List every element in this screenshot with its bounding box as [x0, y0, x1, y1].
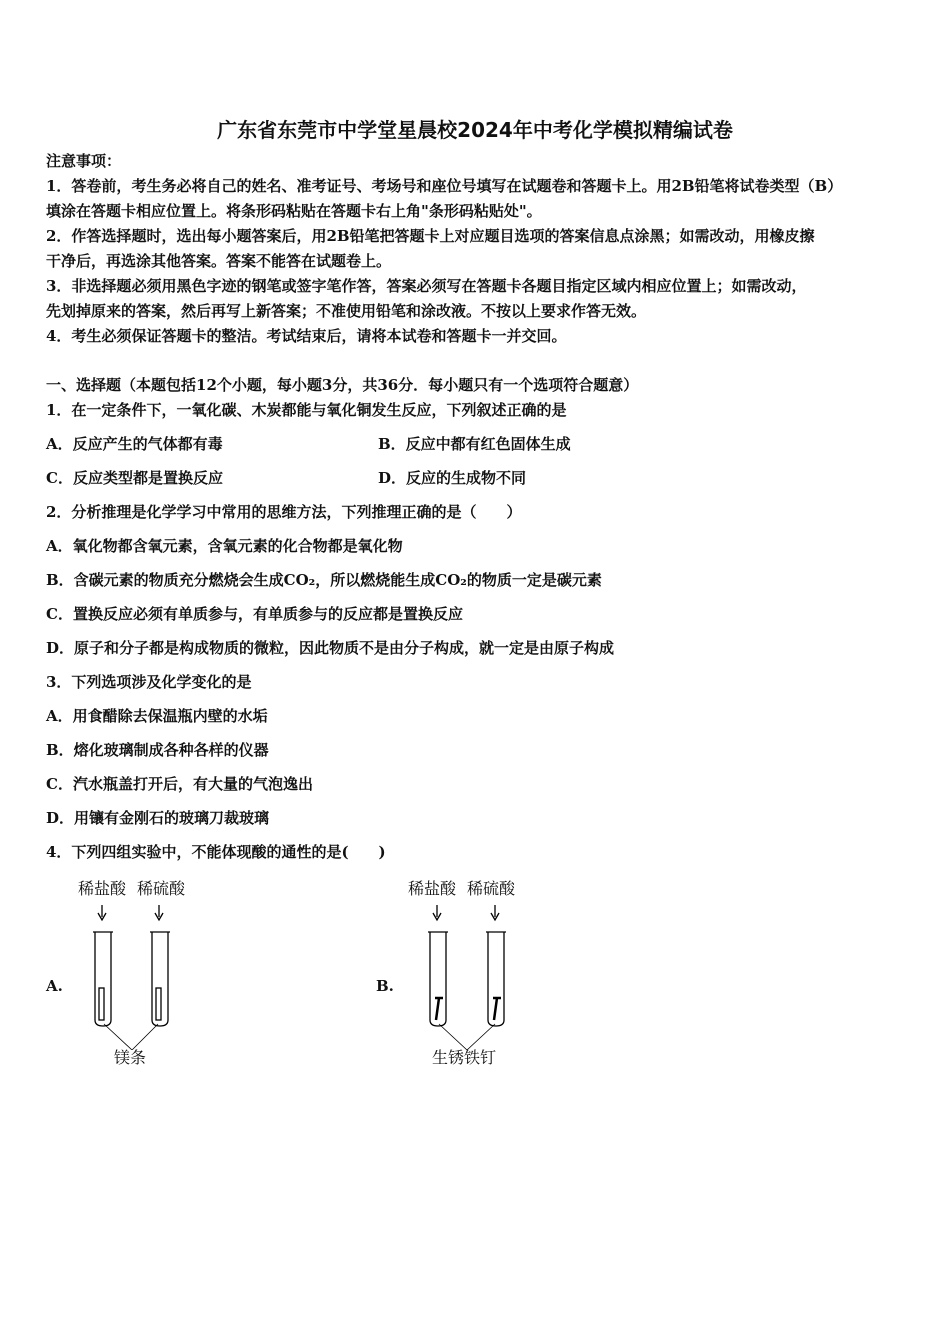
fig-a-solid-label: 镁条: [114, 1048, 147, 1067]
arrow-down-icon: [155, 905, 163, 920]
q3-option-c: C．汽水瓶盖打开后，有大量的气泡逸出: [46, 775, 313, 793]
test-tubes-magnesium-diagram: [80, 900, 190, 1050]
q4-option-b-letter: B.: [376, 977, 394, 995]
fig-b-solid-label: 生锈铁钉: [432, 1048, 497, 1067]
note-line: 先划掉原来的答案，然后再写上新答案；不准使用铅笔和涂改液。不按以上要求作答无效。: [46, 302, 647, 320]
question-4-stem: 4．下列四组实验中，不能体现酸的通性的是( ): [46, 843, 386, 861]
note-line: 3．非选择题必须用黑色字迹的钢笔或签字笔作答，答案必须写在答题卡各题目指定区域内相应位置上；如需改动，: [46, 277, 807, 295]
fig-a-acid1-label: 稀盐酸: [78, 879, 127, 898]
q2-option-d: D．原子和分子都是构成物质的微粒，因此物质不是由分子构成，就一定是由原子构成: [46, 639, 615, 657]
note-line: 2．作答选择题时，选出每小题答案后，用2B铅笔把答题卡上对应题目选项的答案信息点涂黑；如需改动，用橡皮擦: [46, 227, 815, 245]
q3-option-b: B．熔化玻璃制成各种各样的仪器: [46, 741, 269, 759]
q3-option-a: A．用食醋除去保温瓶内壁的水垢: [46, 707, 268, 725]
question-3-stem: 3．下列选项涉及化学变化的是: [46, 673, 252, 691]
page-title: 广东省东莞市中学堂星晨校2024年中考化学模拟精编试卷: [217, 118, 733, 142]
note-line: 1．答卷前，考生务必将自己的姓名、准考证号、考场号和座位号填写在试题卷和答题卡上。用2B铅笔将试卷类型（B）: [46, 177, 843, 195]
fig-a-acid2-label: 稀硫酸: [137, 879, 186, 898]
question-2-stem: 2．分析推理是化学学习中常用的思维方法，下列推理正确的是（ ）: [46, 503, 522, 521]
note-line: 干净后，再选涂其他答案。答案不能答在试题卷上。: [46, 252, 392, 270]
arrow-down-icon: [98, 905, 106, 920]
arrow-down-icon: [433, 905, 441, 920]
arrow-down-icon: [491, 905, 499, 920]
fig-b-acid2-label: 稀硫酸: [467, 879, 516, 898]
note-line: 4．考生必须保证答题卡的整洁。考试结束后，请将本试卷和答题卡一并交回。: [46, 327, 567, 345]
question-1-stem: 1．在一定条件下，一氧化碳、木炭都能与氧化铜发生反应，下列叙述正确的是: [46, 401, 567, 419]
q2-option-c: C．置换反应必须有单质参与，有单质参与的反应都是置换反应: [46, 605, 463, 623]
note-line: 填涂在答题卡相应位置上。将条形码粘贴在答题卡右上角"条形码粘贴处"。: [46, 202, 542, 220]
fig-b-acid1-label: 稀盐酸: [408, 879, 457, 898]
section-heading: 一、选择题（本题包括12个小题，每小题3分，共36分．每小题只有一个选项符合题意）: [46, 376, 639, 394]
q1-option-d: D．反应的生成物不同: [378, 469, 527, 487]
q3-option-d: D．用镶有金刚石的玻璃刀裁玻璃: [46, 809, 270, 827]
notes-heading: 注意事项：: [46, 152, 122, 170]
q1-option-b: B．反应中都有红色固体生成: [378, 435, 571, 453]
q1-option-a: A．反应产生的气体都有毒: [46, 435, 223, 453]
q4-option-a-letter: A.: [46, 977, 63, 995]
q2-option-b: B．含碳元素的物质充分燃烧会生成CO₂，所以燃烧能生成CO₂的物质一定是碳元素: [46, 571, 602, 589]
q2-option-a: A．氧化物都含氧元素，含氧元素的化合物都是氧化物: [46, 537, 403, 555]
q1-option-c: C．反应类型都是置换反应: [46, 469, 223, 487]
test-tubes-rusty-nail-diagram: [415, 900, 525, 1050]
